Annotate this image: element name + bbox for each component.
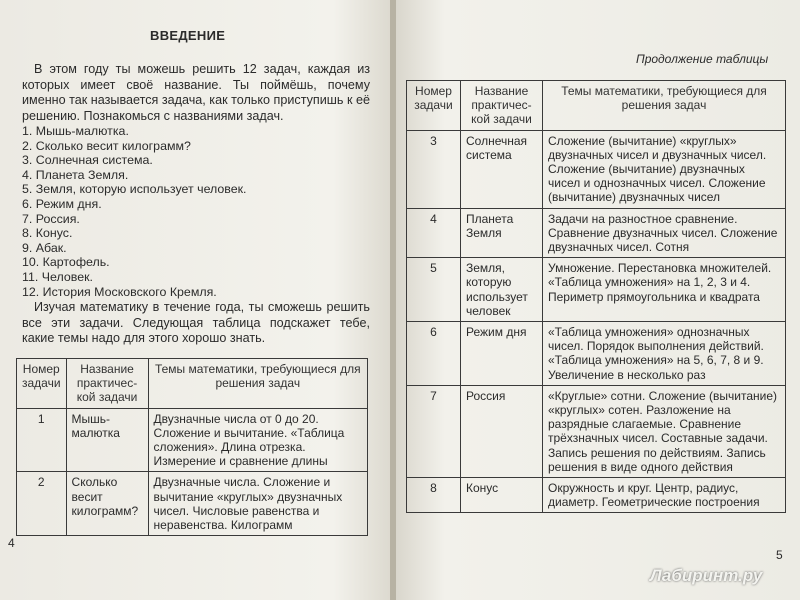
cell-num: 8 [407,478,461,513]
left-page [0,0,392,600]
cell-topics: «Круглые» сотни. Сложение (вычитание) «круглых» сотен. Разложение на разрядные слагаемые. Сравнение трёхзначных чисел. Составные задачи. Запись решения по действиям. Запись решения в виде одного действия [543,385,786,477]
table-row [17,408,368,472]
watermark-logo: Лабиринт.ру [650,566,763,585]
list-item: 6. Режим дня. [22,196,102,211]
list-item: 3. Солнечная система. [22,153,153,168]
cell-topics: Двузначные числа. Сложение и вычитание «круглых» двузначных чисел. Числовые равенства и неравенства. Килограмм [148,472,367,536]
cell-name: Россия [461,385,543,477]
table-row [407,208,786,258]
topics-table-left [16,358,368,536]
list-item: 4. Планета Земля. [22,167,129,182]
cell-topics: Задачи на разностное сравнение. Сравнение двузначных чисел. Сложение двузначных чисел. Сотня [543,208,786,258]
cell-num: 6 [407,322,461,386]
table-header-row [17,359,368,409]
cell-num: 4 [407,208,461,258]
cell-num: 1 [17,408,67,472]
list-item: 12. История Московского Кремля. [22,284,217,299]
list-item: 8. Конус. [22,226,73,241]
list-item: 7. Россия. [22,211,80,226]
list-item: 10. Картофель. [22,255,110,270]
table-row [407,322,786,386]
cell-name: Конус [461,478,543,513]
cell-topics: Сложение (вычитание) «круглых» двузначных чисел и двузначных чисел. Сложение (вычитание) двузначных чисел и однозначных чисел. Сложение (вычитание) двузначных чисел [543,130,786,208]
cell-num: 3 [407,130,461,208]
page-title: ВВЕДЕНИЕ [150,28,226,43]
study-paragraph: Изучая математику в течение года, ты сможешь решить все эти задачи. Следующая таблица подскажет тебе, какие темы надо для этого хорошо знать. [22,300,370,346]
header-topics: Темы математики, требующиеся для решения задач [543,81,786,131]
cell-name: Режим дня [461,322,543,386]
table-row [17,472,368,536]
page-number: 4 [8,536,15,550]
header-topics: Темы математики, требующиеся для решения задач [148,359,367,409]
table-row [407,130,786,208]
list-item: 11. Человек. [22,269,93,284]
header-num: Номер задачи [17,359,67,409]
cell-topics: Окружность и круг. Центр, радиус, диаметр. Геометрические построения [543,478,786,513]
cell-num: 7 [407,385,461,477]
cell-topics: «Таблица умножения» однозначных чисел. Порядок выполнения действий. «Таблица умножения» на 5, 6, 7, 8 и 9. Увеличение в несколько раз [543,322,786,386]
cell-name: Планета Земля [461,208,543,258]
task-list [22,124,247,299]
cell-num: 2 [17,472,67,536]
cell-name: Сколько весит килограмм? [66,472,148,536]
continuation-label: Продолжение таблицы [636,52,769,66]
header-num: Номер задачи [407,81,461,131]
intro-paragraph: В этом году ты можешь решить 12 задач, каждая из которых имеет своё название. Ты поймёшь, почему именно так называется задача, как только приступишь к её решению. Познакомься с названиями задач. [22,62,370,124]
cell-name: Земля, которую использует человек [461,258,543,322]
table-row [407,385,786,477]
list-item: 5. Земля, которую использует человек. [22,182,247,197]
cell-topics: Умножение. Перестановка множителей. «Таблица умножения» на 1, 2, 3 и 4. Периметр прямоугольника и квадрата [543,258,786,322]
right-page [396,0,800,600]
header-name: Название практической задачи [66,359,148,409]
list-item: 9. Абак. [22,240,67,255]
table-row [407,258,786,322]
list-item: 2. Сколько весит килограмм? [22,138,191,153]
cell-name: Солнечная система [461,130,543,208]
topics-table-right [406,80,786,513]
page-number: 5 [776,548,783,562]
cell-name: Мышь-малютка [66,408,148,472]
header-name: Название практической задачи [461,81,543,131]
table-header-row [407,81,786,131]
list-item: 1. Мышь-малютка. [22,124,129,138]
table-row [407,478,786,513]
cell-num: 5 [407,258,461,322]
cell-topics: Двузначные числа от 0 до 20. Сложение и вычитание. «Таблица сложения». Длина отрезка. Измерение и сравнение длины [148,408,367,472]
